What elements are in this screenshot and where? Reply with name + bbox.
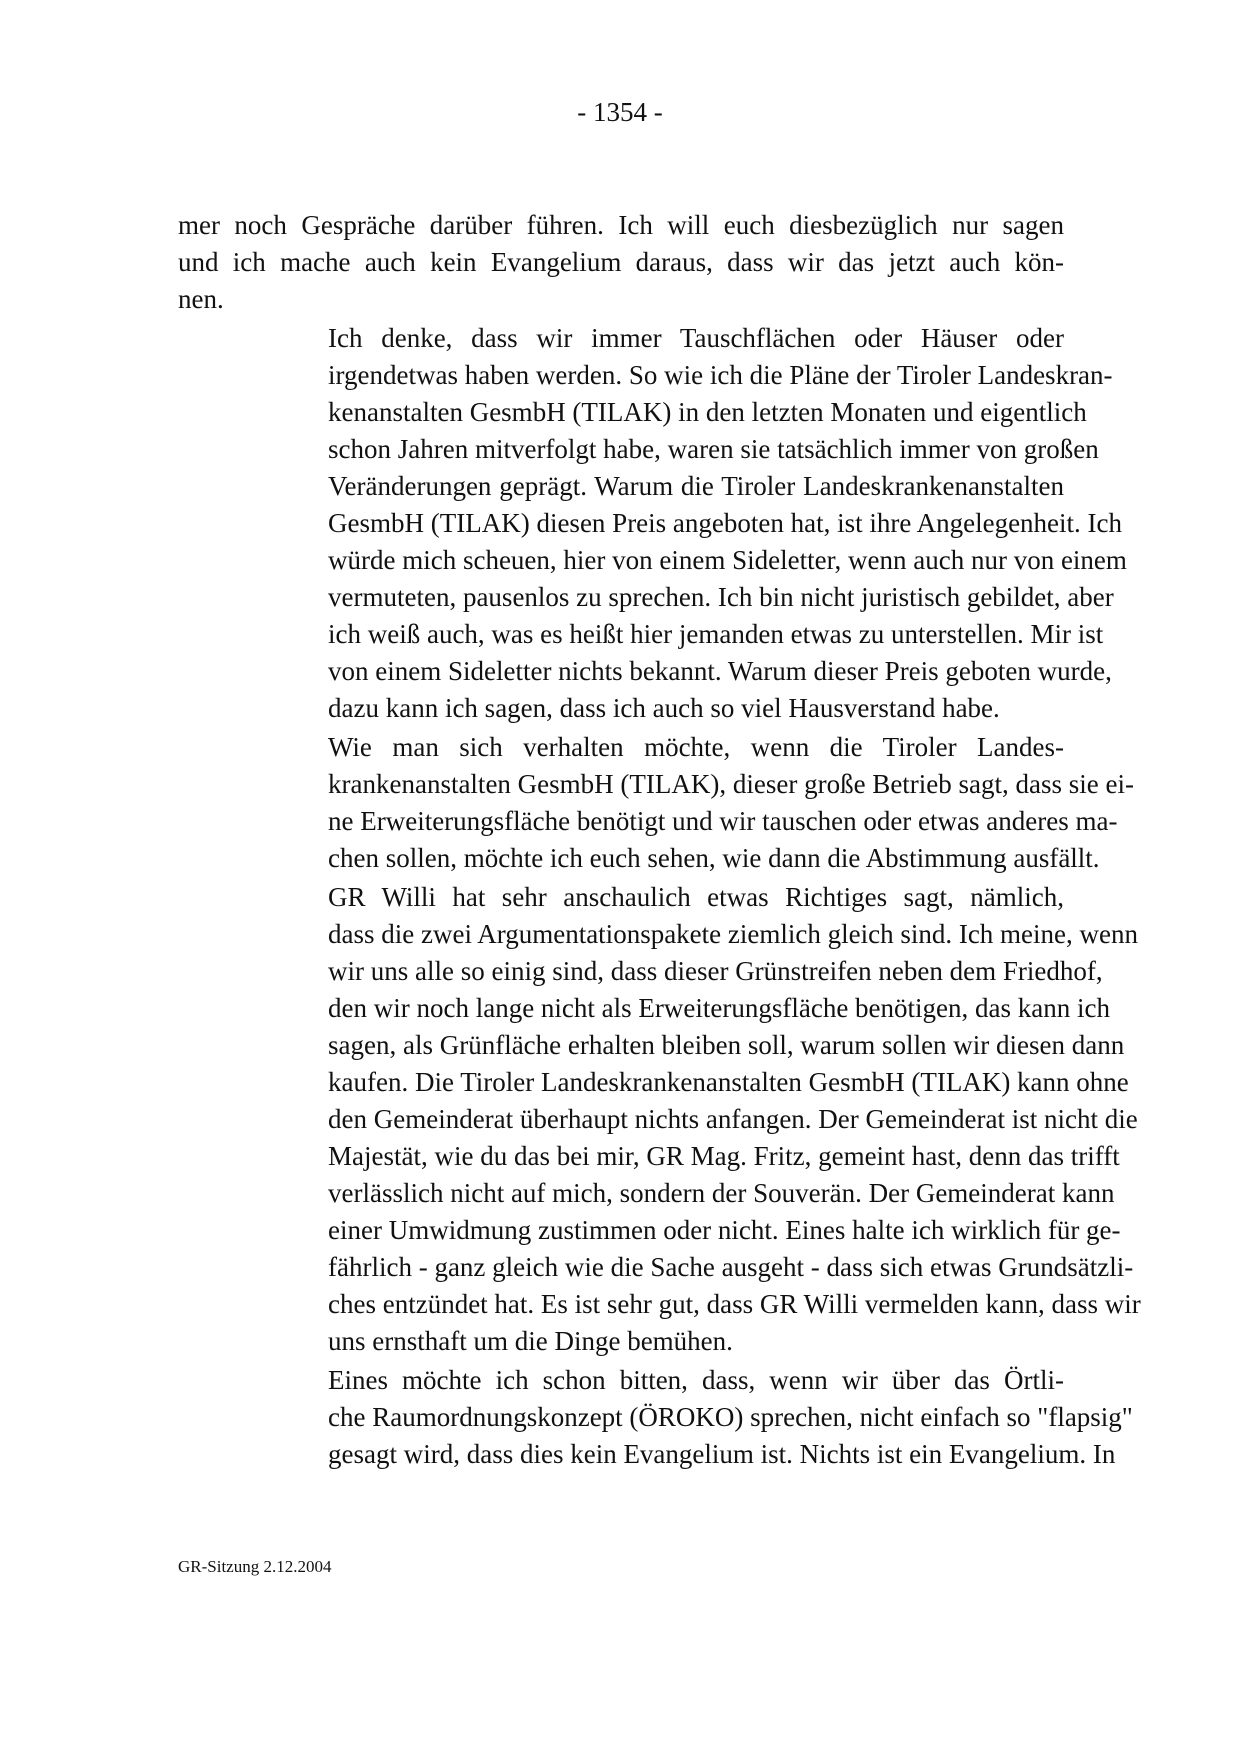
text-line: che Raumordnungskonzept (ÖROKO) sprechen, nicht einfach so "flapsig"	[328, 1402, 1133, 1432]
text-line: Veränderungen geprägt. Warum die Tiroler Landeskrankenanstalten	[328, 471, 1064, 501]
text-line: ches entzündet hat. Es ist sehr gut, dass GR Willi vermelden kann, dass wir	[328, 1289, 1141, 1319]
text-line: vermuteten, pausenlos zu sprechen. Ich bin nicht juristisch gebildet, aber	[328, 582, 1114, 612]
text-line: schon Jahren mitverfolgt habe, waren sie tatsächlich immer von großen	[328, 434, 1099, 464]
text-line: dass die zwei Argumentationspakete ziemlich gleich sind. Ich meine, wenn	[328, 919, 1139, 949]
text-line: den Gemeinderat überhaupt nichts anfangen. Der Gemeinderat ist nicht die	[328, 1104, 1138, 1134]
text-line: nen.	[178, 284, 224, 314]
text-line: kaufen. Die Tiroler Landeskrankenanstalten GesmbH (TILAK) kann ohne	[328, 1067, 1129, 1097]
text-line: wir uns alle so einig sind, dass dieser Grünstreifen neben dem Friedhof,	[328, 956, 1103, 986]
paragraph	[178, 879, 1141, 1360]
text-line: von einem Sideletter nichts bekannt. Warum dieser Preis geboten wurde,	[328, 656, 1112, 686]
text-line: ne Erweiterungsfläche benötigt und wir tauschen oder etwas anderes ma-	[328, 806, 1118, 836]
paragraph	[178, 1362, 1133, 1473]
text-line: würde mich scheuen, hier von einem Sideletter, wenn auch nur von einem	[328, 545, 1127, 575]
text-line: Ich denke, dass wir immer Tauschflächen oder Häuser oder	[328, 323, 1064, 353]
text-line: krankenanstalten GesmbH (TILAK), dieser große Betrieb sagt, dass sie ei-	[328, 769, 1134, 799]
text-line: GR Willi hat sehr anschaulich etwas Richtiges sagt, nämlich,	[328, 882, 1064, 912]
text-line: GesmbH (TILAK) diesen Preis angeboten hat, ist ihre Angelegenheit. Ich	[328, 508, 1123, 538]
text-line: einer Umwidmung zustimmen oder nicht. Eines halte ich wirklich für ge-	[328, 1215, 1121, 1245]
text-line: den wir noch lange nicht als Erweiterungsfläche benötigen, das kann ich	[328, 993, 1110, 1023]
paragraph	[178, 207, 1064, 318]
text-line: uns ernsthaft um die Dinge bemühen.	[328, 1326, 733, 1356]
text-line: gesagt wird, dass dies kein Evangelium ist. Nichts ist ein Evangelium. In	[328, 1439, 1116, 1469]
text-line: mer noch Gespräche darüber führen. Ich will euch diesbezüglich nur sagen	[178, 210, 1064, 240]
text-line: Wie man sich verhalten möchte, wenn die Tiroler Landes-	[328, 732, 1064, 762]
paragraph	[178, 320, 1127, 727]
text-line: fährlich - ganz gleich wie die Sache ausgeht - dass sich etwas Grundsätzli-	[328, 1252, 1134, 1282]
text-line: verlässlich nicht auf mich, sondern der Souverän. Der Gemeinderat kann	[328, 1178, 1115, 1208]
text-line: chen sollen, möchte ich euch sehen, wie dann die Abstimmung ausfällt.	[328, 843, 1100, 873]
footer-session-date: GR-Sitzung 2.12.2004	[178, 1557, 332, 1576]
text-line: ich weiß auch, was es heißt hier jemanden etwas zu unterstellen. Mir ist	[328, 619, 1104, 649]
text-line: sagen, als Grünfläche erhalten bleiben soll, warum sollen wir diesen dann	[328, 1030, 1125, 1060]
text-line: Majestät, wie du das bei mir, GR Mag. Fritz, gemeint hast, denn das trifft	[328, 1141, 1120, 1171]
text-line: Eines möchte ich schon bitten, dass, wenn wir über das Örtli-	[328, 1365, 1064, 1395]
text-line: kenanstalten GesmbH (TILAK) in den letzten Monaten und eigentlich	[328, 397, 1087, 427]
page-number: - 1354 -	[577, 97, 663, 127]
text-line: irgendetwas haben werden. So wie ich die Pläne der Tiroler Landeskran-	[328, 360, 1113, 390]
body-text	[178, 207, 1141, 1475]
text-line: dazu kann ich sagen, dass ich auch so viel Hausverstand habe.	[328, 693, 1000, 723]
text-line: und ich mache auch kein Evangelium daraus, dass wir das jetzt auch kön-	[178, 247, 1064, 277]
paragraph	[178, 729, 1134, 877]
